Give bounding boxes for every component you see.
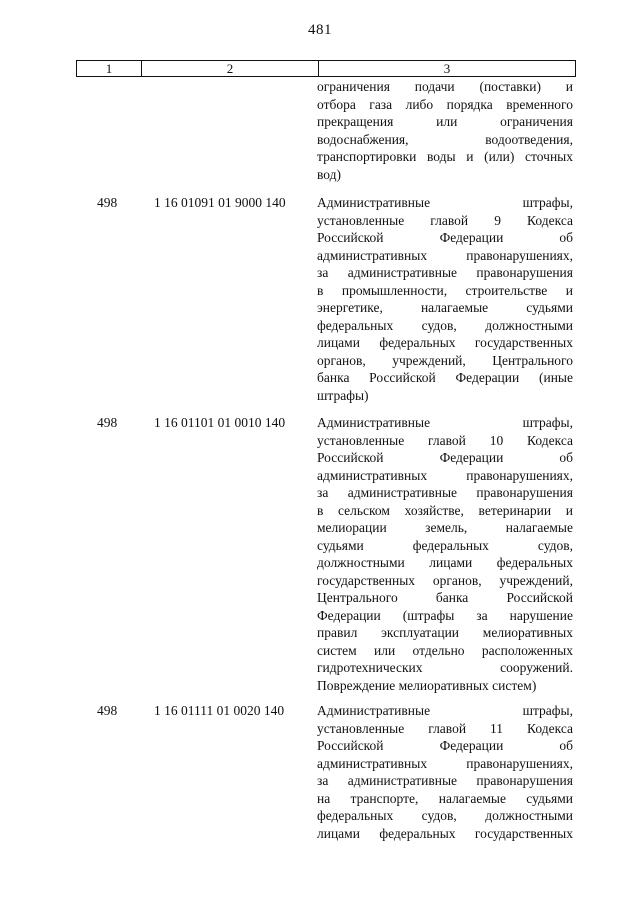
row-description (317, 194, 573, 404)
description-line: прекращения или ограничения (317, 114, 573, 129)
description-line: федеральных судов, должностными (317, 808, 573, 823)
description-line: Российской Федерации об (317, 738, 573, 753)
description-line: штрафы) (317, 387, 369, 403)
description-line: энергетике, налагаемые судьями (317, 300, 573, 315)
description-line: за административные правонарушения (317, 773, 573, 788)
description-line: установленные главой 11 Кодекса (317, 720, 573, 736)
description-line: установленные главой 10 Кодекса (317, 432, 573, 448)
description-line: банка Российской Федерации (иные (317, 370, 573, 385)
budget-code: 1 16 01101 01 0010 140 (154, 415, 286, 430)
description-line: ограничения подачи (поставки) и (317, 79, 573, 94)
description-line: Административные штрафы, (317, 415, 573, 430)
column-header-2: 2 (142, 61, 319, 76)
description-line: Российской Федерации об (317, 230, 573, 245)
description-line: административных правонарушениях, (317, 247, 573, 263)
description-line: Центрального банка Российской (317, 590, 573, 605)
description-line: Административные штрафы, (317, 703, 573, 718)
row-number: 498 (97, 195, 118, 210)
row-description (317, 414, 573, 694)
description-line: мелиорации земель, налагаемые (317, 520, 573, 535)
budget-code: 1 16 01111 01 0020 140 (154, 703, 285, 718)
row-description (317, 702, 573, 842)
description-line: в промышленности, строительстве и (317, 282, 573, 298)
description-line: гидротехнических сооружений. (317, 660, 573, 675)
description-line: административных правонарушениях, (317, 755, 573, 771)
description-line: транспортировки воды и (или) сточных (317, 149, 573, 164)
description-line: государственных органов, учреждений, (317, 572, 573, 588)
page-number: 481 (308, 22, 332, 38)
description-line: Административные штрафы, (317, 195, 573, 210)
description-line: федеральных судов, должностными (317, 317, 573, 333)
description-line: лицами федеральных государственных (317, 825, 573, 841)
description-line: должностными лицами федеральных (317, 555, 573, 570)
description-line: в сельском хозяйстве, ветеринарии и (317, 502, 573, 518)
description-line: за административные правонарушения (317, 485, 573, 500)
continuation-description (317, 78, 573, 183)
description-line: систем или отдельно расположенных (317, 642, 573, 658)
description-line: органов, учреждений, Центрального (317, 352, 573, 368)
description-line: Федерации (штрафы за нарушение (317, 607, 573, 623)
description-line: за административные правонарушения (317, 265, 573, 280)
budget-code: 1 16 01091 01 9000 140 (154, 195, 286, 210)
description-line: судьями федеральных судов, (317, 537, 573, 553)
description-line: правил эксплуатации мелиоративных (317, 625, 573, 640)
description-line: Повреждение мелиоративных систем) (317, 677, 537, 693)
description-line: вод) (317, 166, 342, 182)
row-number: 498 (97, 415, 118, 430)
description-line: установленные главой 9 Кодекса (317, 212, 573, 228)
description-line: на транспорте, налагаемые судьями (317, 790, 573, 806)
column-header-3: 3 (443, 61, 451, 76)
description-line: Российской Федерации об (317, 450, 573, 465)
row-number: 498 (97, 703, 118, 718)
table-column-header (76, 60, 576, 77)
description-line: административных правонарушениях, (317, 467, 573, 483)
description-line: водоснабжения, водоотведения, (317, 131, 573, 147)
description-line: отбора газа либо порядка временного (317, 96, 573, 112)
column-header-1: 1 (77, 61, 142, 76)
description-line: лицами федеральных государственных (317, 335, 573, 350)
